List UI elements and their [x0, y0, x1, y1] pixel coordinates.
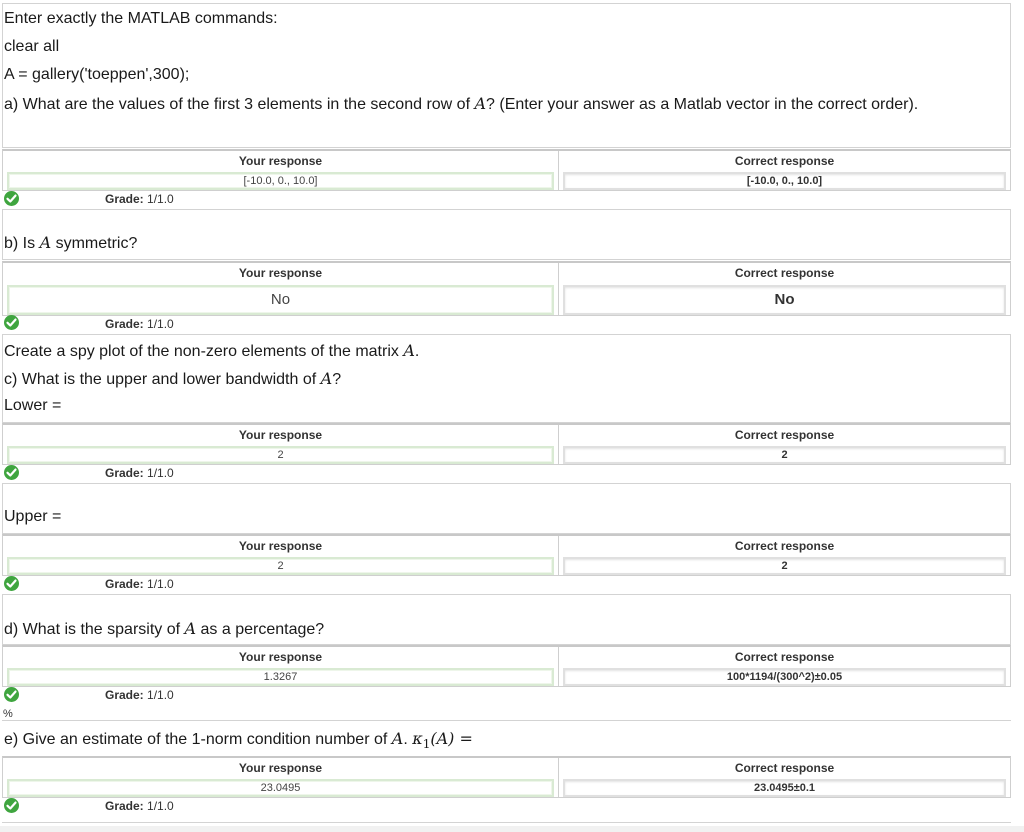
- correct-response-header: Correct response: [734, 154, 835, 168]
- kappa-symbol: κ: [412, 729, 423, 748]
- grade-row-e: [2, 796, 1011, 818]
- grade-label: Grade: 1/1.0: [105, 466, 174, 480]
- grade-row-c-upper: [2, 574, 1011, 596]
- grade-row-a: [2, 189, 1011, 211]
- your-response-value: No: [7, 285, 554, 315]
- your-response-value: 2: [7, 446, 554, 464]
- your-response-column: [3, 536, 558, 575]
- your-response-column: [3, 425, 558, 464]
- correct-response-header: Correct response: [734, 266, 835, 280]
- question-a-prefix: a) What are the values of the first 3 elements in the second row of: [4, 96, 475, 113]
- question-a-var: A: [474, 94, 487, 113]
- your-response-column: [3, 758, 558, 797]
- check-icon: [4, 465, 19, 480]
- grade-label: Grade: 1/1.0: [105, 688, 174, 702]
- check-icon: [4, 576, 19, 591]
- correct-response-column: [558, 536, 1010, 575]
- spy-instruction: [4, 341, 419, 361]
- your-response-header: Your response: [238, 539, 323, 553]
- correct-response-header: Correct response: [734, 539, 835, 553]
- correct-response-value: 23.0495±0.1: [563, 779, 1006, 797]
- command-clear: clear all: [4, 38, 60, 55]
- question-d-prefix: d) What is the sparsity of: [4, 621, 185, 638]
- question-b-suffix: symmetric?: [51, 235, 138, 252]
- grade-label: Grade: 1/1.0: [105, 192, 174, 206]
- your-response-header: Your response: [238, 428, 323, 442]
- grade-row-d: [2, 685, 1011, 707]
- upper-label: Upper =: [4, 508, 62, 525]
- question-d-suffix: as a percentage?: [196, 621, 325, 638]
- grade-label: Grade: 1/1.0: [105, 577, 174, 591]
- check-icon: [4, 191, 19, 206]
- question-b-var: A: [39, 233, 52, 252]
- correct-response-column: [558, 758, 1010, 797]
- correct-response-value: 100*1194/(300^2)±0.05: [563, 668, 1006, 686]
- correct-response-column: [558, 425, 1010, 464]
- your-response-value: [-10.0, 0., 10.0]: [7, 172, 554, 190]
- question-c-var: A: [320, 369, 333, 388]
- your-response-value: 2: [7, 557, 554, 575]
- your-response-header: Your response: [238, 154, 323, 168]
- percent-sign: %: [3, 708, 13, 720]
- question-c-suffix: ?: [332, 371, 342, 388]
- correct-response-value: 2: [563, 557, 1006, 575]
- correct-response-header: Correct response: [734, 650, 835, 664]
- question-b-prefix: b) Is: [4, 235, 40, 252]
- spy-var: A: [403, 341, 415, 360]
- correct-response-column: [558, 151, 1010, 190]
- correct-response-value: 2: [563, 446, 1006, 464]
- kappa-subscript: 1: [422, 737, 431, 752]
- response-table-c-upper: [2, 534, 1011, 576]
- your-response-value: 1.3267: [7, 668, 554, 686]
- question-c-prefix: c) What is the upper and lower bandwidth of: [4, 371, 321, 388]
- kappa-argument: (A) =: [430, 729, 473, 748]
- question-c-upper-box: [2, 483, 1011, 534]
- your-response-column: [3, 151, 558, 190]
- instruction-text: Enter exactly the MATLAB commands:: [4, 10, 278, 27]
- grade-label: Grade: 1/1.0: [105, 317, 174, 331]
- spy-prefix: Create a spy plot of the non-zero elements of the matrix: [4, 343, 404, 360]
- correct-response-column: [558, 647, 1010, 686]
- grade-label: Grade: 1/1.0: [105, 799, 174, 813]
- question-d-var: A: [184, 619, 197, 638]
- correct-response-column: [558, 263, 1010, 315]
- your-response-header: Your response: [238, 266, 323, 280]
- check-icon: [4, 315, 19, 330]
- spy-suffix: .: [414, 343, 420, 360]
- grade-row-b: [2, 313, 1011, 335]
- question-e-mid: .: [403, 731, 413, 748]
- question-a: [4, 94, 918, 114]
- your-response-column: [3, 263, 558, 315]
- grade-row-c-lower: [2, 463, 1011, 485]
- your-response-header: Your response: [238, 650, 323, 664]
- your-response-column: [3, 647, 558, 686]
- response-table-b: [2, 261, 1011, 316]
- lower-label: Lower =: [4, 397, 62, 414]
- question-b: [4, 233, 137, 253]
- response-table-c-lower: [2, 423, 1011, 465]
- check-icon: [4, 798, 19, 813]
- question-e-var: A: [391, 729, 404, 748]
- your-response-header: Your response: [238, 761, 323, 775]
- question-d: [4, 619, 324, 639]
- correct-response-header: Correct response: [734, 428, 835, 442]
- question-c: [4, 369, 341, 389]
- check-icon: [4, 687, 19, 702]
- response-table-d: [2, 645, 1011, 687]
- correct-response-value: [-10.0, 0., 10.0]: [563, 172, 1006, 190]
- bottom-divider: [2, 822, 1011, 823]
- question-a-suffix: ? (Enter your answer as a Matlab vector in the correct order).: [486, 96, 919, 113]
- bottom-shade: [0, 826, 1024, 832]
- correct-response-header: Correct response: [734, 761, 835, 775]
- question-b-box: [2, 209, 1011, 260]
- question-e: [4, 729, 473, 751]
- question-e-prefix: e) Give an estimate of the 1-norm condition number of: [4, 731, 392, 748]
- command-gallery: A = gallery('toeppen',300);: [4, 66, 190, 83]
- response-table-e: [2, 756, 1011, 798]
- correct-response-value: No: [563, 285, 1006, 315]
- your-response-value: 23.0495: [7, 779, 554, 797]
- divider: [2, 720, 1011, 721]
- response-table-a: [2, 149, 1011, 191]
